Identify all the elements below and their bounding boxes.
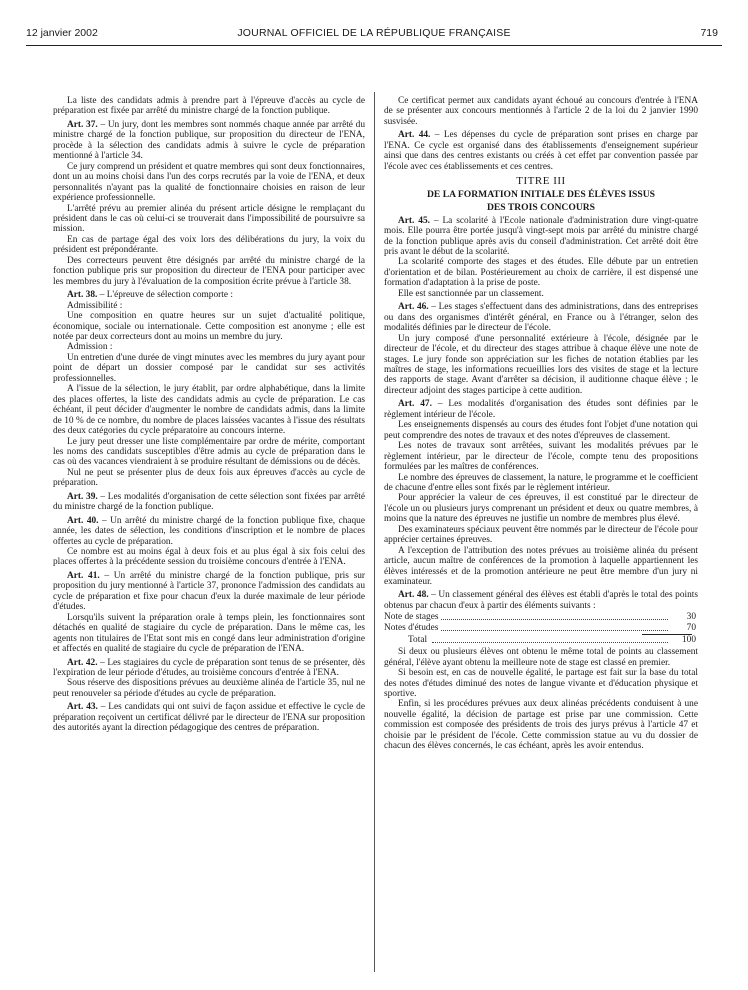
paragraph-text: Admissibilité : bbox=[67, 300, 123, 311]
article-paragraph bbox=[53, 658, 365, 679]
paragraph bbox=[53, 547, 365, 568]
paragraph-text: Les notes de travaux sont arrêtées, suivant les modalités prévues par le règlement intérieur, par le directeur de l'école, compte tenu des propositions formulées par les maîtres de conférences. bbox=[384, 441, 698, 473]
article-paragraph bbox=[53, 516, 365, 547]
article-number: Art. 47. bbox=[398, 399, 432, 410]
paragraph-text: La liste des candidats admis à prendre part à l'épreuve d'accès au cycle de préparation est fixée par arrêté du ministre chargé de la fonction publique. bbox=[53, 96, 365, 117]
paragraph-text: A l'exception de l'attribution des notes prévues au troisième alinéa du présent article, aucun maître de conférences de la promotion à laquelle appartiennent les élèves intéressés et de la promotion antérieure ne peut être membre d'un jury ni examinateur. bbox=[384, 545, 698, 588]
article-paragraph bbox=[53, 290, 365, 300]
score-value: 30 bbox=[684, 612, 696, 622]
article-paragraph bbox=[53, 702, 365, 733]
paragraph bbox=[53, 678, 365, 699]
article-paragraph bbox=[53, 492, 365, 513]
left-column bbox=[53, 96, 365, 734]
total-label: Total bbox=[408, 634, 428, 645]
paragraph-text: Des correcteurs peuvent être désignés par arrêté du ministre chargé de la fonction publique pris sur proposition du directeur de l'ENA pour participer avec les membres du jury à l'évaluation de la composition écrite prévue à l'article 38. bbox=[53, 255, 365, 287]
paragraph-text: – La scolarité à l'Ecole nationale d'administration dure vingt-quatre mois. Elle pourra être portée jusqu'à vingt-sept mois par arrêté du ministre chargé de la fonction publique après avis du conseil d'administration. Cet arrêté doit être pris avant le début de la scolarité. bbox=[384, 215, 698, 257]
paragraph bbox=[53, 384, 365, 436]
score-label: Note de stages bbox=[384, 612, 439, 623]
score-label: Notes d'études bbox=[384, 622, 439, 633]
paragraph-text: Si deux ou plusieurs élèves ont obtenu le même total de points au classement général, l'élève ayant obtenu la meilleure note de stage est classé en premier. bbox=[384, 647, 698, 668]
paragraph bbox=[384, 334, 698, 397]
article-number: Art. 37. bbox=[67, 119, 98, 130]
paragraph-text: – Un jury, dont les membres sont nommés chaque année par arrêté du ministre chargé de la fonction publique, sur proposition du directeur de l'ENA, procède à la sélection des candidats admis à suivre le cycle de préparation mentionné à l'article 34. bbox=[53, 119, 366, 162]
paragraph-text: – Les candidats qui ont suivi de façon assidue et effective le cycle de préparation reçoivent un certificat délivré par le directeur de l'ENA sur proposition des autorités ayant la direction pédagogique des centres de préparation. bbox=[53, 702, 365, 734]
paragraph-text: Les enseignements dispensés au cours des études font l'objet d'une notation qui peut comprendre des notes de travaux et des notes d'épreuves de classement. bbox=[384, 420, 698, 441]
paragraph-text: Des examinateurs spéciaux peuvent être nommés par le directeur de l'école pour apprécier certaines épreuves. bbox=[384, 524, 698, 546]
paragraph-text: Ce jury comprend un président et quatre membres qui sont deux fonctionnaires, dont un au moins choisi dans l'un des corps recrutés par la voie de l'ENA, et deux personnalités n'ayant pas la qualité de fonctionnaire choisies en raison de leur expérience professionnelle. bbox=[53, 161, 365, 204]
page-header bbox=[26, 27, 722, 43]
paragraph-text: Sous réserve des dispositions prévues au deuxième alinéa de l'article 35, nul ne peut renouveler sa période d'études au cycle de préparation. bbox=[53, 678, 365, 699]
paragraph-text: Le nombre des épreuves de classement, la nature, le programme et le coefficient de chacune d'entre elles sont fixés par le règlement intérieur. bbox=[384, 472, 698, 493]
paragraph bbox=[384, 96, 698, 127]
paragraph-text: – Les stages s'effectuent dans des administrations, dans des entreprises ou dans des organismes d'intérêt général, en France ou à l'étranger, selon des modalités définies par le directeur de l'école. bbox=[384, 302, 698, 334]
article-paragraph bbox=[384, 590, 698, 611]
article-number: Art. 44. bbox=[398, 130, 431, 141]
right-column-top bbox=[384, 96, 698, 172]
paragraph-text: – Un arrêté du ministre chargé de la fonction publique, pris sur proposition du jury mentionné à l'article 37, prononce l'admission des candidats au cycle de préparation et fixe pour chacun d'eux la durée maximale de leur période d'études. bbox=[53, 570, 366, 613]
paragraph bbox=[384, 289, 698, 299]
paragraph bbox=[53, 613, 365, 655]
paragraph-text: Une composition en quatre heures sur un sujet d'actualité politique, économique, sociale ou internationale. Cette composition est anonyme ; elle est notée par deux correcteurs dont au moins un membre du jury. bbox=[53, 311, 365, 342]
article-number: Art. 48. bbox=[398, 590, 429, 601]
score-value: 70 bbox=[684, 623, 696, 633]
titre-heading: TITRE III bbox=[516, 175, 566, 188]
leader-dots bbox=[432, 642, 668, 643]
paragraph-text: Pour apprécier la valeur de ces épreuves, il est constitué par le directeur de l'école un ou plusieurs jurys comprenant un président et deux ou quatre membres, à moins que la nature des épreuves ne justifie un nombre de membres plus élevé. bbox=[384, 493, 698, 525]
score-row-etudes bbox=[384, 623, 698, 634]
titre-subtitle-line-1: DE LA FORMATION INITIALE DES ÉLÈVES ISSUS bbox=[426, 188, 655, 200]
paragraph bbox=[384, 420, 698, 441]
paragraph bbox=[384, 473, 698, 494]
score-table bbox=[384, 612, 698, 645]
paragraph-text: Elle est sanctionnée par un classement. bbox=[398, 288, 544, 299]
score-row-total bbox=[384, 635, 698, 646]
paragraph-text: Si besoin est, en cas de nouvelle égalité, le partage est fait sur la base du total des notes d'études diminué des notes de langue vivante et d'éducation physique et sportive. bbox=[384, 668, 698, 699]
total-value: 100 bbox=[679, 635, 696, 645]
paragraph bbox=[53, 353, 365, 384]
paragraph-text: – Les modalités d'organisation des études sont définies par le règlement intérieur de l'école. bbox=[384, 399, 699, 420]
paragraph bbox=[53, 311, 365, 342]
paragraph bbox=[53, 162, 365, 204]
paragraph bbox=[384, 699, 698, 751]
paragraph-text: A l'issue de la sélection, le jury établit, par ordre alphabétique, dans la limite des places offertes, la liste des candidats admis au cycle de préparation. Le cas échéant, il peut décider d'augmenter le nombre de candidats admis, dans la limite de 10 % de ce nombre, du nombre de places laissées vacantes à l'issue des résultats des deux catégories du cycle préparatoire au concours interne. bbox=[53, 384, 365, 437]
paragraph bbox=[53, 96, 365, 117]
article-number: Art. 43. bbox=[67, 702, 98, 713]
article-number: Art. 39. bbox=[67, 491, 98, 502]
paragraph-text: Enfin, si les procédures prévues aux deux alinéas précédents conduisent à une nouvelle égalité, la décision de partage est prise par une commission. Cette commission est composée des présidents de trois des jurys prévus à l'article 47 et choisie par le président de l'école. Cette commission statue au vu du dossier de chacun des élèves concernés, le cas échéant, après les avoir entendus. bbox=[384, 699, 698, 752]
right-column bbox=[384, 96, 698, 752]
issue-date: 12 janvier 2002 bbox=[26, 27, 98, 39]
page-number: 719 bbox=[700, 27, 718, 39]
right-column-middle bbox=[384, 216, 698, 612]
paragraph-text: – Les modalités d'organisation de cette sélection sont fixées par arrêté du ministre chargé de la fonction publique. bbox=[53, 491, 365, 513]
paragraph bbox=[53, 342, 365, 352]
paragraph bbox=[384, 257, 698, 288]
paragraph-text: Le jury peut dresser une liste complémentaire par ordre de mérite, comportant les noms des candidats susceptibles d'être admis au cycle de préparation dans le cas où des vacances viendraient à se produire résultant de démissions ou de décès. bbox=[53, 436, 365, 468]
article-number: Art. 41. bbox=[67, 570, 100, 581]
article-number: Art. 45. bbox=[398, 215, 430, 226]
paragraph bbox=[384, 668, 698, 699]
journal-title: JOURNAL OFFICIEL DE LA RÉPUBLIQUE FRANÇAISE bbox=[237, 27, 511, 39]
paragraph-text: – Un classement général des élèves est établi d'après le total des points obtenus par chacun d'eux à partir des éléments suivants : bbox=[384, 590, 698, 611]
paragraph-text: – Un arrêté du ministre chargé de la fonction publique fixe, chaque année, les dates de sélection, les conditions d'inscription et le nombre de places offertes au cycle de préparation. bbox=[53, 515, 365, 547]
paragraph-text: Admission : bbox=[67, 342, 113, 353]
article-number: Art. 38. bbox=[67, 290, 98, 301]
article-paragraph bbox=[53, 571, 365, 613]
header-rule bbox=[26, 45, 722, 46]
paragraph bbox=[53, 301, 365, 311]
paragraph-text: La scolarité comporte des stages et des études. Elle débute par un entretien d'orientation et de bilan. Postérieurement au choix de carrière, il est dispensé une formation d'adaptation à la prise de poste. bbox=[384, 257, 698, 289]
paragraph-text: En cas de partage égal des voix lors des délibérations du jury, la voix du président est prépondérante. bbox=[53, 234, 365, 256]
paragraph bbox=[384, 546, 698, 588]
paragraph bbox=[384, 441, 698, 472]
paragraph bbox=[53, 204, 365, 235]
article-number: Art. 42. bbox=[67, 657, 98, 668]
paragraph-text: L'arrêté prévu au premier alinéa du présent article désigne le remplaçant du président dans le cas où celui-ci se trouverait dans l'impossibilité de poursuivre sa mission. bbox=[53, 203, 365, 235]
article-paragraph bbox=[384, 216, 698, 258]
paragraph bbox=[53, 437, 365, 468]
paragraph-text: – Les dépenses du cycle de préparation sont prises en charge par l'ENA. Ce cycle est organisé dans des établissements d'enseignement supérieur ainsi que dans des centres existants ou créés à cet effet par convention passée par l'école avec ces établissements et ces centres. bbox=[384, 130, 699, 172]
paragraph-text: – Les stagiaires du cycle de préparation sont tenus de se présenter, dès l'expiration de leur période d'études, au troisième concours d'entrée à l'ENA. bbox=[53, 657, 365, 679]
paragraph-text: – L'épreuve de sélection comporte : bbox=[97, 290, 233, 301]
paragraph-text: Ce certificat permet aux candidats ayant échoué au concours d'entrée à l'ENA de se présenter aux concours mentionnés à l'article 2 de la loi du 2 janvier 1990 susvisée. bbox=[384, 96, 698, 127]
titre-subtitle-line-2: DES TROIS CONCOURS bbox=[486, 201, 596, 213]
score-row-stages bbox=[384, 612, 698, 623]
paragraph-text: Un entretien d'une durée de vingt minutes avec les membres du jury ayant pour point de départ un dossier composé par le candidat sur ses activités professionnelles. bbox=[53, 352, 365, 384]
paragraph bbox=[384, 493, 698, 524]
paragraph bbox=[53, 468, 365, 489]
paragraph bbox=[53, 256, 365, 287]
article-paragraph bbox=[53, 120, 365, 162]
paragraph bbox=[384, 525, 698, 546]
column-divider bbox=[374, 92, 375, 972]
right-column-bottom bbox=[384, 647, 698, 752]
paragraph-text: Un jury composé d'une personnalité extérieure à l'école, désignée par le directeur de l'école, et du directeur des stages attribue à chaque élève une note de stages. Le jury fonde son appréciation sur les fiches de notation établies par les maîtres de stage, les informations recueillies lors des visites de stage et la lecture des rapports de stage. Avant d'arrêter sa décision, il auditionne chaque élève ; le directeur adjoint des stages participe à cette audition. bbox=[384, 333, 698, 396]
article-paragraph bbox=[384, 130, 698, 172]
paragraph bbox=[53, 235, 365, 256]
paragraph-text: Ce nombre est au moins égal à deux fois et au plus égal à six fois celui des places offertes à la précédente session du troisième concours d'entrée à l'ENA. bbox=[53, 547, 365, 568]
article-paragraph bbox=[384, 302, 698, 333]
article-number: Art. 40. bbox=[67, 515, 99, 526]
article-number: Art. 46. bbox=[398, 302, 429, 313]
paragraph-text: Nul ne peut se présenter plus de deux fois aux épreuves d'accès au cycle de préparation. bbox=[53, 467, 365, 489]
article-paragraph bbox=[384, 399, 698, 420]
paragraph bbox=[384, 647, 698, 668]
paragraph-text: Lorsqu'ils suivent la préparation orale à temps plein, les fonctionnaires sont détachés en qualité de stagiaire du cycle de préparation. Dans le même cas, les agents non titulaires de l'Etat sont mis en congé dans leur administration d'origine et affectés en qualité de stagiaire du cycle de préparation de l'ENA. bbox=[53, 612, 365, 655]
